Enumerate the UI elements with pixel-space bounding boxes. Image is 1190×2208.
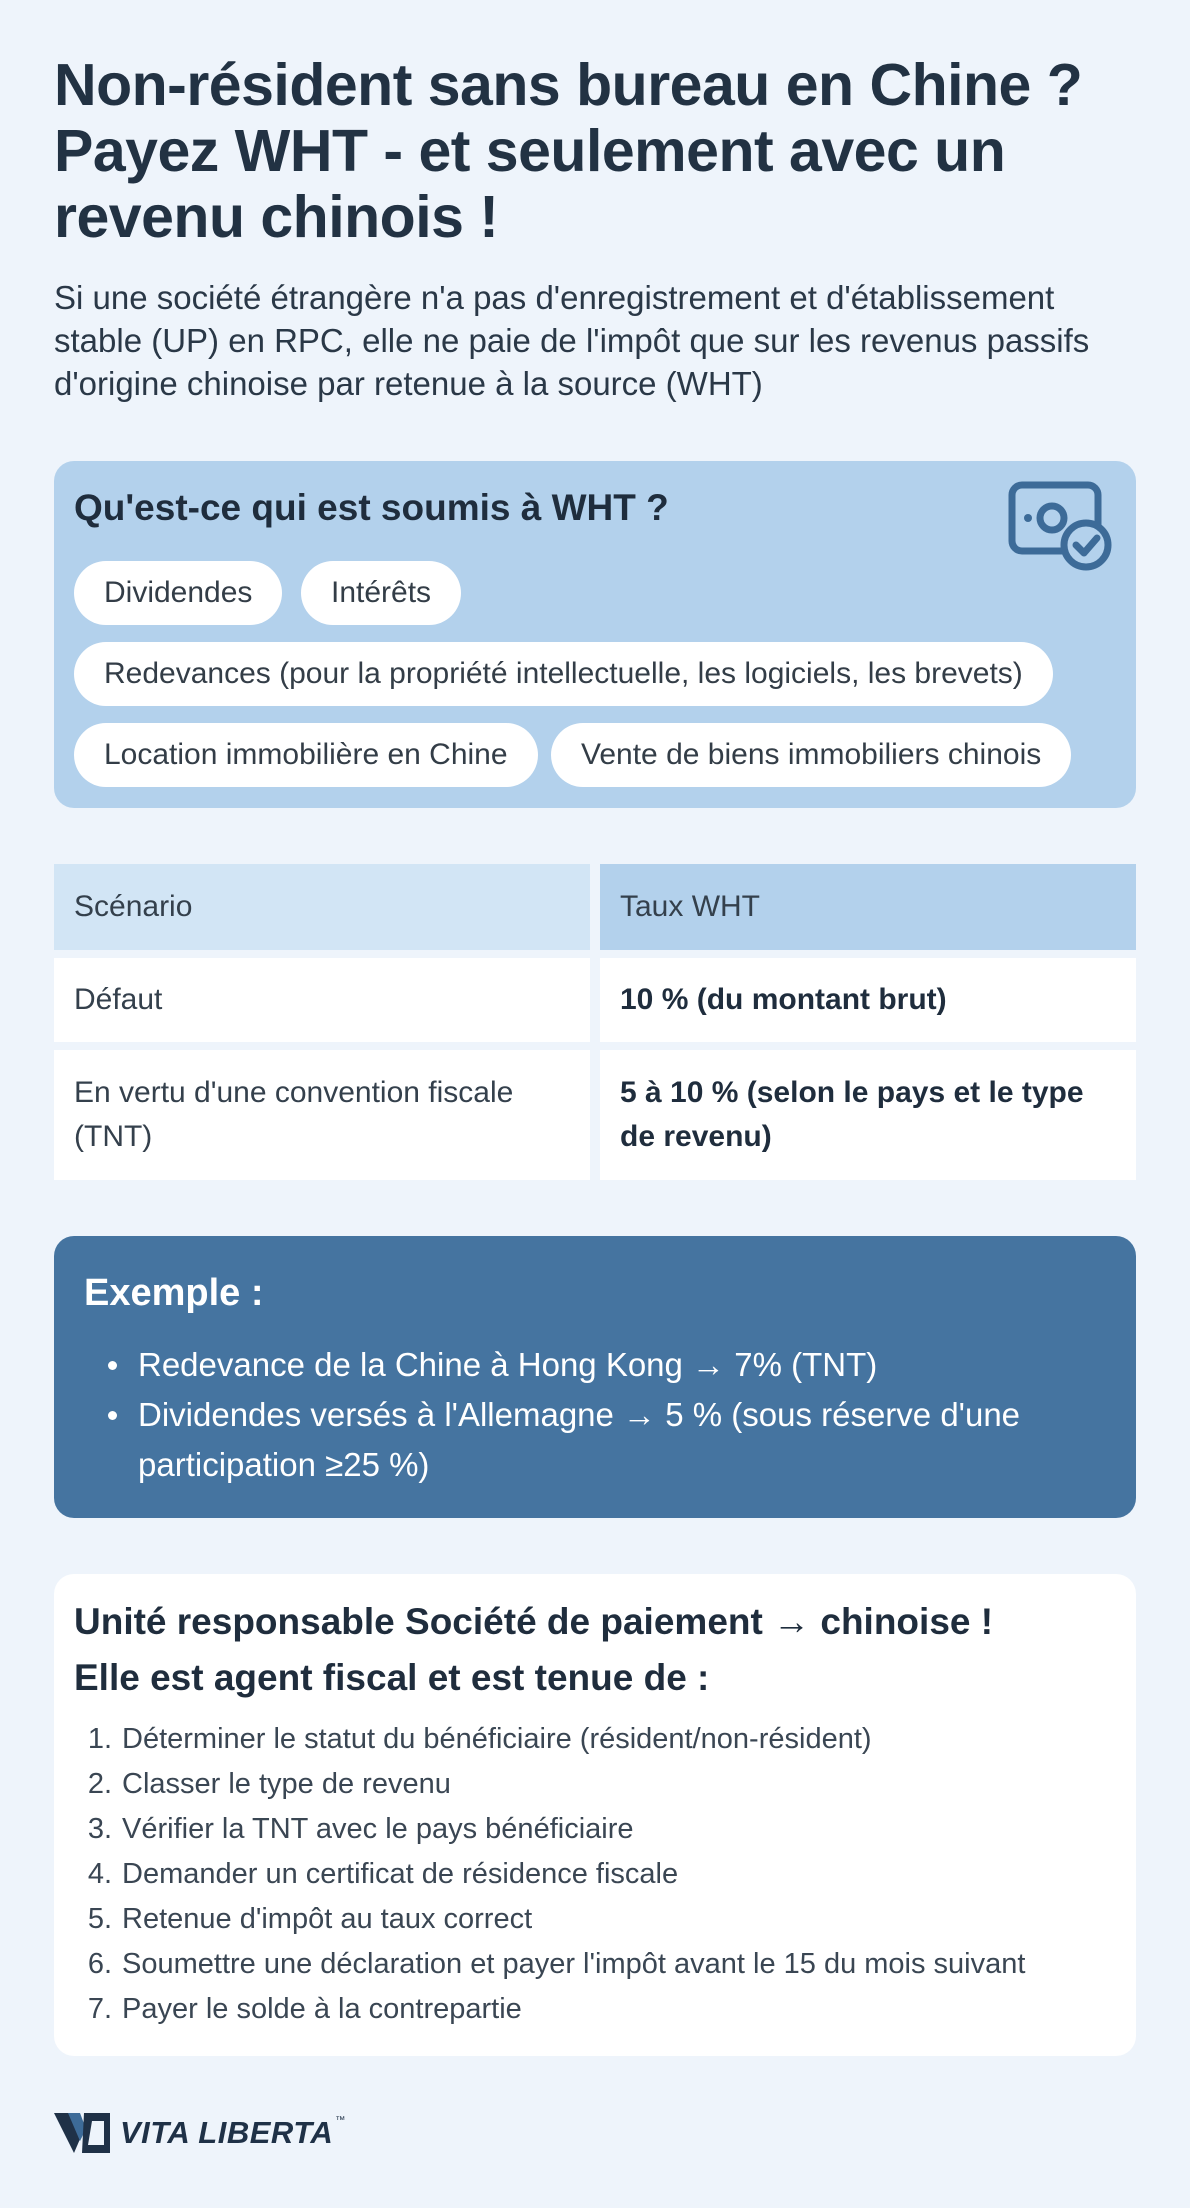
responsibility-title-line-1: Unité responsable Société de paiement → chinoise ! xyxy=(74,1601,994,1642)
title-line-2: Payez WHT - et seulement avec un xyxy=(54,118,1006,184)
example-card xyxy=(54,1236,1136,1518)
title-line-3: revenu chinois ! xyxy=(54,184,499,250)
list-item: 2. Classer le type de revenu xyxy=(87,1768,451,1800)
page xyxy=(54,0,1136,2150)
table-cell-scenario-treaty: En vertu d'une convention fiscale (TNT) xyxy=(54,1050,590,1180)
table-cell-rate-default: 10 % (du montant brut) xyxy=(600,958,1136,1042)
table-cell-rate-treaty: 5 à 10 % (selon le pays et le type de revenu) xyxy=(600,1050,1136,1180)
responsibility-title xyxy=(74,1594,993,1706)
table-header-rate: Taux WHT xyxy=(600,864,1136,950)
wht-item-dividends: Dividendes xyxy=(74,561,282,625)
vita-liberta-logo-icon xyxy=(54,2111,110,2155)
table-cell-scenario-default: Défaut xyxy=(54,958,590,1042)
title-line-1: Non-résident sans bureau en Chine ? xyxy=(54,52,1083,118)
wht-item-interest: Intérêts xyxy=(301,561,461,625)
example-list xyxy=(138,1340,1098,1490)
list-item: 1. Déterminer le statut du bénéficiaire (résident/non-résident) xyxy=(87,1723,872,1755)
list-item: 5. Retenue d'impôt au taux correct xyxy=(87,1903,533,1935)
wht-item-property-sale: Vente de biens immobiliers chinois xyxy=(551,723,1071,787)
money-check-icon xyxy=(1008,481,1112,573)
wht-item-rental: Location immobilière en Chine xyxy=(74,723,538,787)
list-item: 6. Soumettre une déclaration et payer l'impôt avant le 15 du mois suivant xyxy=(87,1948,1026,1980)
wht-item-royalties: Redevances (pour la propriété intellectuelle, les logiciels, les brevets) xyxy=(74,642,1053,706)
list-item: 4. Demander un certificat de résidence fiscale xyxy=(87,1858,679,1890)
responsibility-card xyxy=(54,1574,1136,2056)
list-item: Redevance de la Chine à Hong Kong → 7% (TNT) xyxy=(138,1340,1098,1390)
page-title xyxy=(54,52,1136,250)
table-header-scenario: Scénario xyxy=(54,864,590,950)
responsibility-title-line-2: Elle est agent fiscal et est tenue de : xyxy=(74,1657,710,1698)
list-item: Dividendes versés à l'Allemagne → 5 % (sous réserve d'une participation ≥25 %) xyxy=(138,1390,1098,1490)
list-item: 3. Vérifier la TNT avec le pays bénéficiaire xyxy=(87,1813,634,1845)
wht-subjects-card xyxy=(54,461,1136,808)
responsibility-steps xyxy=(74,1717,1025,2032)
list-item: 7. Payer le solde à la contrepartie xyxy=(87,1993,522,2025)
vita-liberta-logo xyxy=(54,2110,346,2156)
page-subtitle: Si une société étrangère n'a pas d'enregistrement et d'établissement stable (UP) en RPC, elle ne paie de l'impôt que sur les revenus passifs d'origine chinoise par retenue à la source (WHT) xyxy=(54,279,1090,402)
example-title: Exemple : xyxy=(84,1272,264,1314)
wht-subjects-title: Qu'est-ce qui est soumis à WHT ? xyxy=(74,487,669,528)
logo-wordmark: VITA LIBERTA ™ xyxy=(120,2115,346,2150)
